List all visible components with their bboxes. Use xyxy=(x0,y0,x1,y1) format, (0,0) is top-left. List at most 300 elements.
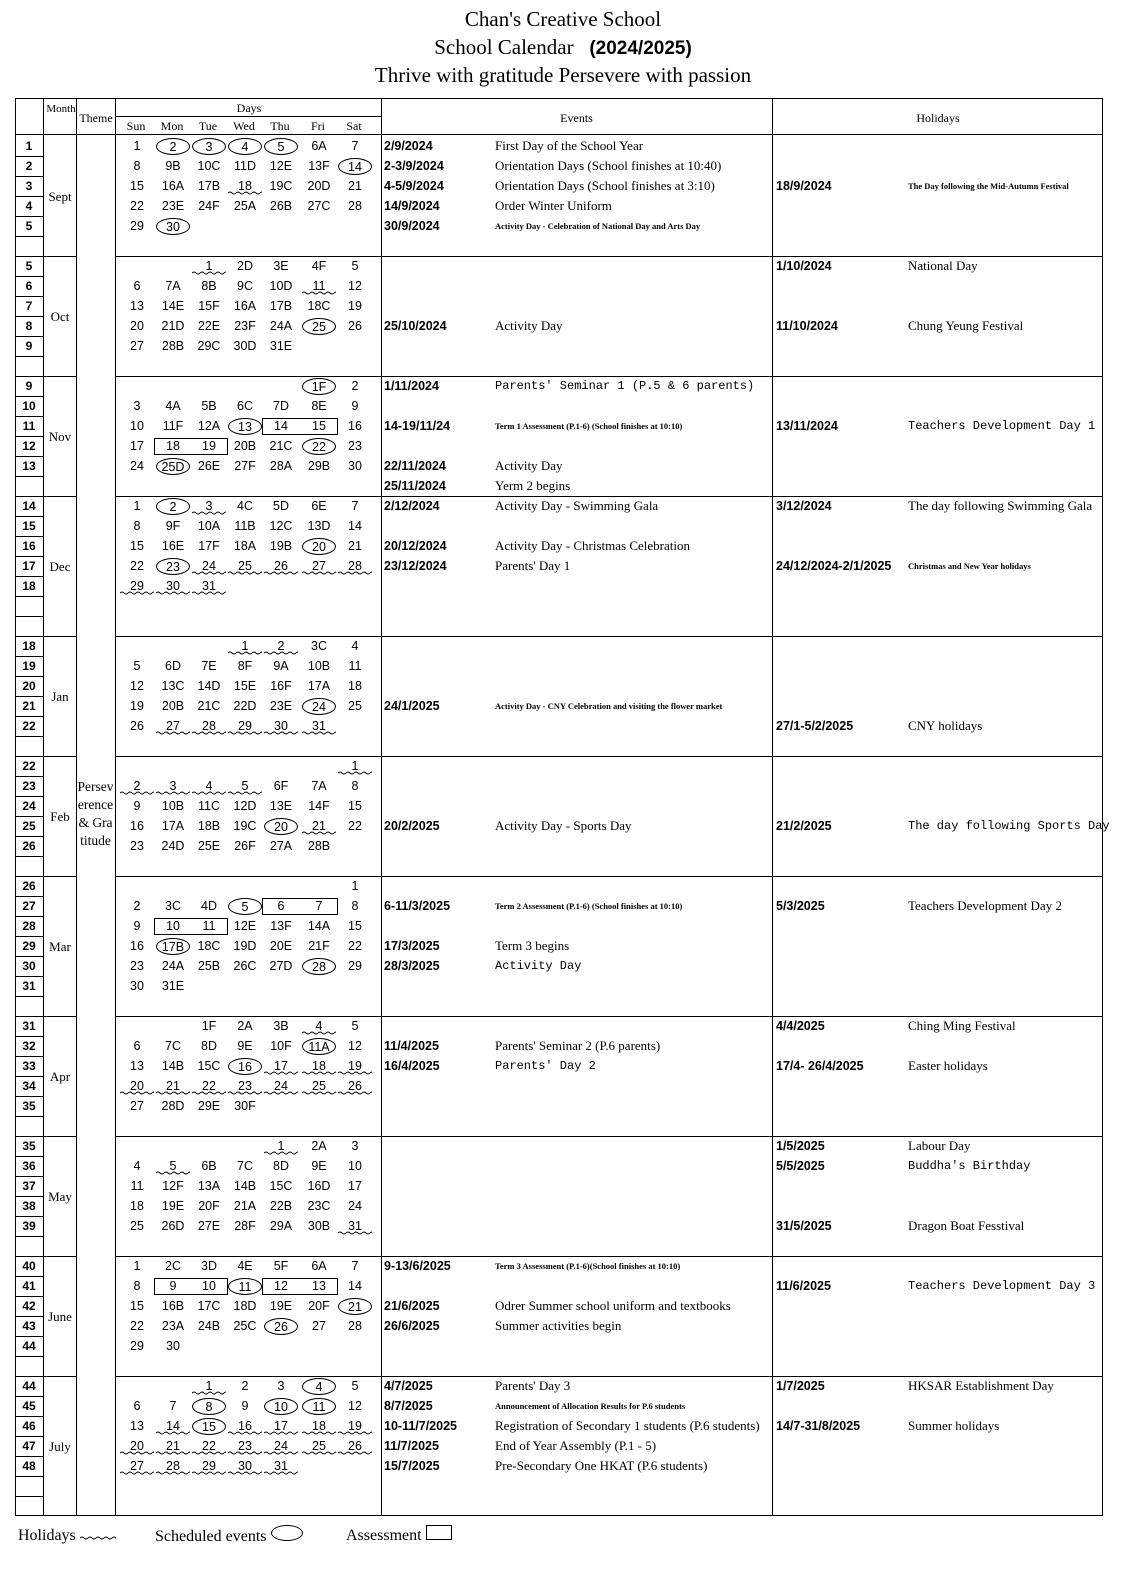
calendar-day: 9B xyxy=(165,159,181,173)
calendar-day: 9 xyxy=(241,1399,249,1413)
theme-label: Perseverence & Gratitude xyxy=(77,779,114,848)
event-date: 2/12/2024 xyxy=(384,499,440,513)
holiday-day: 17 xyxy=(264,1418,298,1435)
holiday-day: 27 xyxy=(156,718,190,735)
holiday-day: 1 xyxy=(264,1138,298,1155)
calendar-day: 19C xyxy=(233,819,257,833)
calendar-day: 10 xyxy=(166,919,180,933)
holiday-day: 31 xyxy=(264,1458,298,1475)
week-number: 1 xyxy=(25,139,33,153)
calendar-day: 24D xyxy=(161,839,185,853)
calendar-day: 12C xyxy=(269,519,293,533)
calendar-day: 27 xyxy=(130,1099,144,1113)
calendar-day: 26D xyxy=(161,1219,185,1233)
week-row-divider xyxy=(16,1496,43,1497)
calendar-day: 25C xyxy=(233,1319,257,1333)
week-number: 31 xyxy=(22,1019,36,1033)
month-divider xyxy=(115,636,1102,637)
event-text: Activity Day xyxy=(495,959,582,973)
calendar-day: 24 xyxy=(348,1199,362,1213)
holiday-date: 14/7-31/8/2025 xyxy=(776,1419,861,1433)
calendar-day: 8 xyxy=(351,899,359,913)
calendar-day: 21A xyxy=(233,1199,257,1213)
calendar-day: 23 xyxy=(348,439,362,453)
event-text: Announcement of Allocation Results for P.6 students xyxy=(495,1401,686,1411)
calendar-day: 10D xyxy=(269,279,293,293)
week-number: 23 xyxy=(22,779,36,793)
holiday-text: Christmas and New Year holidays xyxy=(908,561,1031,571)
holiday-day: 1 xyxy=(192,258,226,275)
event-date: 11/4/2025 xyxy=(384,1039,439,1053)
calendar-day: 19B xyxy=(269,539,293,553)
calendar-day: 22D xyxy=(233,699,257,713)
holiday-day: 26 xyxy=(338,1438,372,1455)
event-date: 15/7/2025 xyxy=(384,1459,440,1473)
calendar-day: 24A xyxy=(269,319,293,333)
week-number: 18 xyxy=(22,579,36,593)
calendar-day: 4F xyxy=(311,259,327,273)
calendar-day: 9 xyxy=(351,399,359,413)
calendar-day: 21 xyxy=(348,179,362,193)
week-number: 3 xyxy=(25,179,33,193)
event-text: Activity Day - Celebration of National Day and Arts Day xyxy=(495,221,701,231)
event-date: 24/1/2025 xyxy=(384,699,440,713)
calendar-day: 9 xyxy=(133,799,141,813)
calendar-day: 28F xyxy=(234,1219,256,1233)
calendar-day: 18C xyxy=(307,299,331,313)
calendar-day: 28 xyxy=(348,199,362,213)
holiday-day: 3 xyxy=(192,498,226,515)
week-number: 47 xyxy=(22,1439,36,1453)
calendar-day: 25A xyxy=(233,199,257,213)
calendar-day: 11C xyxy=(197,799,220,813)
scheduled-event-day: 11A xyxy=(302,1038,336,1055)
holiday-date: 21/2/2025 xyxy=(776,819,832,833)
holiday-date: 27/1-5/2/2025 xyxy=(776,719,854,733)
scheduled-event-day: 15 xyxy=(192,1418,226,1435)
holiday-day: 31 xyxy=(338,1218,372,1235)
event-date: 4-5/9/2024 xyxy=(384,179,444,193)
scheduled-event-day: 11 xyxy=(228,1278,262,1295)
holiday-day: 23 xyxy=(228,1078,262,1095)
calendar-day: 12 xyxy=(348,279,362,293)
calendar-day: 27F xyxy=(234,459,256,473)
school-name: Chan's Creative School xyxy=(464,7,662,31)
calendar-day: 22 xyxy=(130,199,144,213)
calendar-day: 18A xyxy=(233,539,257,553)
holiday-date: 11/6/2025 xyxy=(776,1279,831,1293)
scheduled-event-day: 14 xyxy=(338,158,372,175)
event-date: 16/4/2025 xyxy=(384,1059,440,1073)
month-label-jan: Jan xyxy=(51,689,69,704)
calendar-header xyxy=(0,6,1126,90)
event-text: Pre-Secondary One HKAT (P.6 students) xyxy=(495,1458,708,1473)
calendar-day: 30 xyxy=(166,1339,180,1353)
scheduled-event-day: 20 xyxy=(302,538,336,555)
week-number: 44 xyxy=(22,1339,36,1353)
calendar-day: 29 xyxy=(130,1339,144,1353)
calendar-day: 8 xyxy=(351,779,359,793)
week-number: 24 xyxy=(22,799,36,813)
week-number: 34 xyxy=(22,1079,36,1093)
calendar-label: School Calendar xyxy=(434,34,574,59)
calendar-day: 23C xyxy=(307,1199,331,1213)
calendar-day: 20F xyxy=(198,1199,220,1213)
calendar-day: 28 xyxy=(348,1319,362,1333)
event-date: 22/11/2024 xyxy=(384,459,446,473)
month-divider xyxy=(115,876,1102,877)
calendar-day: 26 xyxy=(130,719,144,733)
week-number: 29 xyxy=(22,939,36,953)
assessment-box xyxy=(154,438,228,455)
legend-holidays xyxy=(18,1525,116,1547)
event-text: Activity Day - Swimming Gala xyxy=(495,498,659,513)
holiday-day: 27 xyxy=(120,1458,154,1475)
calendar-day: 22 xyxy=(130,1319,144,1333)
holiday-text: The Day following the Mid-Autumn Festival xyxy=(908,181,1069,191)
calendar-day: 6A xyxy=(311,139,327,153)
calendar-day: 9A xyxy=(273,659,289,673)
calendar-day: 20F xyxy=(308,1299,330,1313)
event-date: 20/2/2025 xyxy=(384,819,440,833)
week-row-divider xyxy=(16,736,43,737)
event-text: Activity Day xyxy=(495,458,563,473)
event-text: Activity Day - Sports Day xyxy=(495,818,632,833)
calendar-day: 26 xyxy=(348,319,362,333)
scheduled-event-day: 28 xyxy=(302,958,336,975)
calendar-day: 21F xyxy=(308,939,330,953)
weekday-header-thu: Thu xyxy=(270,119,290,133)
event-text: Registration of Secondary 1 students (P.6 students) xyxy=(495,1418,760,1433)
calendar-day: 6 xyxy=(277,899,285,913)
school-year: (2024/2025) xyxy=(589,37,692,59)
calendar-day: 14A xyxy=(307,919,331,933)
event-text: Order Winter Uniform xyxy=(495,198,612,213)
calendar-day: 16A xyxy=(161,179,185,193)
holiday-text: Ching Ming Festival xyxy=(908,1018,1016,1033)
week-number: 18 xyxy=(22,639,36,653)
calendar-day: 1 xyxy=(133,1259,141,1273)
event-text: Parents' Seminar 2 (P.6 parents) xyxy=(495,1038,661,1053)
month-label-apr: Apr xyxy=(49,1069,71,1084)
calendar-day: 24B xyxy=(197,1319,221,1333)
calendar-day: 16 xyxy=(130,819,144,833)
weekday-header-sat: Sat xyxy=(346,119,362,133)
month-label-dec: Dec xyxy=(49,559,71,574)
holiday-date: 11/10/2024 xyxy=(776,319,838,333)
calendar-day: 22 xyxy=(348,819,362,833)
calendar-day: 30 xyxy=(348,459,362,473)
week-number: 16 xyxy=(22,539,36,553)
week-number: 20 xyxy=(22,679,36,693)
holiday-day: 18 xyxy=(302,1418,336,1435)
holiday-day: 14 xyxy=(156,1418,190,1435)
calendar-day: 5B xyxy=(201,399,217,413)
calendar-day: 25 xyxy=(130,1219,144,1233)
calendar-day: 11D xyxy=(233,159,256,173)
week-row-divider xyxy=(16,476,43,477)
week-number: 15 xyxy=(22,519,36,533)
calendar-day: 17B xyxy=(269,299,293,313)
event-text: Activity Day xyxy=(495,318,563,333)
week-row-divider xyxy=(16,596,43,597)
scheduled-event-day: 20 xyxy=(264,818,298,835)
week-row-divider xyxy=(16,616,43,617)
calendar-title xyxy=(0,34,1126,63)
calendar-day: 30B xyxy=(307,1219,331,1233)
calendar-day: 27E xyxy=(197,1219,221,1233)
calendar-day: 31E xyxy=(161,979,185,993)
calendar-day: 19E xyxy=(161,1199,185,1213)
week-number: 21 xyxy=(22,699,36,713)
calendar-day: 23F xyxy=(234,319,256,333)
calendar-day: 15C xyxy=(269,1179,293,1193)
scheduled-event-day: 25 xyxy=(302,318,336,335)
legend-assessment xyxy=(346,1525,452,1547)
calendar-day: 9E xyxy=(311,1159,327,1173)
legend-holidays-label: Holidays xyxy=(18,1527,76,1544)
calendar-day: 7E xyxy=(201,659,217,673)
calendar-day: 3D xyxy=(201,1259,217,1273)
calendar-day: 7 xyxy=(315,899,323,913)
calendar-day: 15C xyxy=(197,1059,221,1073)
event-date: 25/11/2024 xyxy=(384,479,446,493)
calendar-day: 30 xyxy=(130,979,144,993)
week-number: 46 xyxy=(22,1419,36,1433)
holiday-day: 29 xyxy=(228,718,262,735)
calendar-day: 4D xyxy=(201,899,217,913)
holiday-day: 24 xyxy=(192,558,226,575)
holiday-text: Teachers Development Day 1 xyxy=(908,419,1096,433)
holiday-day: 28 xyxy=(338,558,372,575)
calendar-day: 18 xyxy=(348,679,362,693)
calendar-day: 19 xyxy=(348,299,362,313)
calendar-day: 2 xyxy=(351,379,359,393)
month-divider xyxy=(115,756,1102,757)
event-text: Parents' Day 2 xyxy=(495,1059,596,1073)
calendar-day: 5 xyxy=(351,259,359,273)
event-date: 14-19/11/24 xyxy=(384,419,451,433)
column-divider xyxy=(772,99,773,1515)
calendar-day: 10B xyxy=(307,659,331,673)
calendar-day: 29C xyxy=(197,339,221,353)
calendar-day: 2A xyxy=(311,1139,327,1153)
month-label-nov: Nov xyxy=(48,429,72,444)
holiday-date: 31/5/2025 xyxy=(776,1219,832,1233)
calendar-day: 7D xyxy=(273,399,289,413)
week-number: 33 xyxy=(22,1059,36,1073)
calendar-table xyxy=(15,98,1110,1516)
holiday-date: 1/7/2025 xyxy=(776,1379,825,1393)
event-date: 14/9/2024 xyxy=(384,199,440,213)
event-text: Orientation Days (School finishes at 3:10) xyxy=(495,178,715,193)
weekday-header-wed: Wed xyxy=(233,119,255,133)
calendar-day: 25B xyxy=(197,959,221,973)
calendar-day: 3 xyxy=(277,1379,285,1393)
calendar-day: 23 xyxy=(130,839,144,853)
assessment-box xyxy=(262,1278,338,1295)
column-header-month: Month xyxy=(46,103,76,115)
holiday-day: 4 xyxy=(192,778,226,795)
calendar-day: 12E xyxy=(233,919,257,933)
school-motto: Thrive with gratitude Persevere with passion xyxy=(374,63,752,87)
calendar-day: 14D xyxy=(197,679,221,693)
calendar-day: 14 xyxy=(274,419,288,433)
week-number: 32 xyxy=(22,1039,36,1053)
calendar-day: 12D xyxy=(233,799,257,813)
calendar-day: 8 xyxy=(133,1279,141,1293)
event-date: 25/10/2024 xyxy=(384,319,447,333)
calendar-day: 13 xyxy=(130,1419,144,1433)
calendar-day: 17A xyxy=(307,679,331,693)
calendar-day: 28B xyxy=(161,339,185,353)
event-date: 26/6/2025 xyxy=(384,1319,440,1333)
holiday-text: Buddha's Birthday xyxy=(908,1159,1031,1173)
holiday-text: HKSAR Establishment Day xyxy=(908,1378,1054,1393)
holiday-day: 24 xyxy=(264,1078,298,1095)
calendar-day: 29 xyxy=(348,959,362,973)
holiday-day: 26 xyxy=(264,558,298,575)
event-text: Orientation Days (School finishes at 10:40) xyxy=(495,158,722,173)
week-number: 5 xyxy=(25,219,33,233)
calendar-day: 14 xyxy=(348,519,362,533)
calendar-day: 23E xyxy=(161,199,185,213)
calendar-day: 18B xyxy=(197,819,221,833)
calendar-day: 17C xyxy=(197,1299,221,1313)
week-number: 6 xyxy=(25,279,33,293)
calendar-day: 19D xyxy=(233,939,257,953)
calendar-day: 15 xyxy=(130,179,144,193)
calendar-day: 6 xyxy=(133,279,141,293)
calendar-day: 17F xyxy=(198,539,220,553)
event-text: Activity Day - CNY Celebration and visiting the flower market xyxy=(495,701,723,711)
holiday-day: 24 xyxy=(264,1438,298,1455)
week-number: 44 xyxy=(22,1379,36,1393)
calendar-day: 10 xyxy=(202,1279,216,1293)
holiday-day: 1 xyxy=(338,758,372,775)
calendar-day: 14F xyxy=(308,799,330,813)
calendar-day: 16B xyxy=(161,1299,185,1313)
week-number: 26 xyxy=(22,879,36,893)
holiday-date: 24/12/2024-2/1/2025 xyxy=(776,559,892,573)
calendar-day: 21 xyxy=(348,539,362,553)
week-number: 43 xyxy=(22,1319,36,1333)
calendar-day: 16F xyxy=(270,679,292,693)
calendar-day: 15E xyxy=(233,679,257,693)
calendar-day: 16 xyxy=(130,939,144,953)
calendar-day: 24A xyxy=(161,959,185,973)
event-date: 10-11/7/2025 xyxy=(384,1419,457,1433)
calendar-day: 16E xyxy=(161,539,185,553)
week-number: 28 xyxy=(22,919,36,933)
calendar-day: 5 xyxy=(133,659,141,673)
calendar-day: 22E xyxy=(197,319,221,333)
event-text: Term 3 begins xyxy=(495,938,570,953)
event-date: 21/6/2025 xyxy=(384,1299,440,1313)
calendar-day: 16 xyxy=(348,419,362,433)
calendar-day: 3 xyxy=(133,399,141,413)
legend-assessment-label: Assessment xyxy=(346,1527,422,1544)
holiday-text: CNY holidays xyxy=(908,718,983,733)
weekday-header-mon: Mon xyxy=(160,119,184,133)
calendar-day: 12F xyxy=(162,1179,184,1193)
holiday-day: 4 xyxy=(302,1018,336,1035)
holiday-day: 2 xyxy=(264,638,298,655)
holiday-day: 30 xyxy=(156,578,190,595)
calendar-day: 15 xyxy=(312,419,326,433)
legend-scheduled-label: Scheduled events xyxy=(155,1528,267,1545)
calendar-day: 15 xyxy=(130,539,144,553)
assessment-box xyxy=(262,898,338,915)
holiday-day: 5 xyxy=(228,778,262,795)
calendar-day: 10B xyxy=(161,799,185,813)
holiday-text: Chung Yeung Festival xyxy=(908,318,1024,333)
calendar-day: 8D xyxy=(273,1159,289,1173)
calendar-day: 13F xyxy=(270,919,292,933)
calendar-day: 1 xyxy=(133,499,141,513)
calendar-day: 5F xyxy=(273,1259,289,1273)
calendar-day: 1 xyxy=(133,139,141,153)
weekday-header-sun: Sun xyxy=(126,119,146,133)
holiday-day: 19 xyxy=(338,1058,372,1075)
week-row-divider xyxy=(16,996,43,997)
calendar-day: 6F xyxy=(273,779,289,793)
holiday-date: 18/9/2024 xyxy=(776,179,832,193)
week-number: 13 xyxy=(22,459,36,473)
calendar-day: 26E xyxy=(197,459,221,473)
month-label-sept: Sept xyxy=(48,189,72,204)
holiday-day: 1 xyxy=(192,1378,226,1395)
calendar-day: 29B xyxy=(307,459,331,473)
holiday-day: 20 xyxy=(120,1078,154,1095)
calendar-day: 12E xyxy=(269,159,293,173)
month-label-feb: Feb xyxy=(50,809,70,824)
calendar-day: 6 xyxy=(133,1399,141,1413)
scheduled-event-day: 26 xyxy=(264,1318,298,1335)
scheduled-event-day: 16 xyxy=(228,1058,262,1075)
calendar-day: 13 xyxy=(130,1059,144,1073)
holiday-day: 1 xyxy=(228,638,262,655)
assessment-box xyxy=(154,1278,228,1295)
calendar-day: 13D xyxy=(307,519,331,533)
calendar-day: 6D xyxy=(165,659,181,673)
week-number: 12 xyxy=(22,439,36,453)
calendar-day: 5 xyxy=(351,1019,359,1033)
calendar-day: 13C xyxy=(161,679,185,693)
calendar-day: 17 xyxy=(348,1179,362,1193)
calendar-day: 29A xyxy=(269,1219,293,1233)
holiday-day: 3 xyxy=(156,778,190,795)
calendar-day: 7 xyxy=(351,1259,359,1273)
week-number: 42 xyxy=(22,1299,36,1313)
month-label-june: June xyxy=(48,1309,72,1324)
holiday-text: National Day xyxy=(908,258,978,273)
calendar-day: 10 xyxy=(130,419,144,433)
event-text: Parents' Day 1 xyxy=(495,558,571,573)
week-number: 4 xyxy=(25,199,33,213)
column-divider xyxy=(115,99,116,1515)
calendar-day: 30D xyxy=(233,339,257,353)
calendar-day: 20B xyxy=(161,699,185,713)
calendar-day: 10 xyxy=(348,1159,362,1173)
holiday-date: 1/10/2024 xyxy=(776,259,832,273)
holiday-day: 26 xyxy=(338,1078,372,1095)
event-text: Activity Day - Christmas Celebration xyxy=(495,538,690,553)
calendar-day: 20B xyxy=(233,439,257,453)
calendar-day: 7 xyxy=(169,1399,177,1413)
holiday-date: 1/5/2025 xyxy=(776,1139,825,1153)
calendar-day: 12 xyxy=(274,1279,288,1293)
